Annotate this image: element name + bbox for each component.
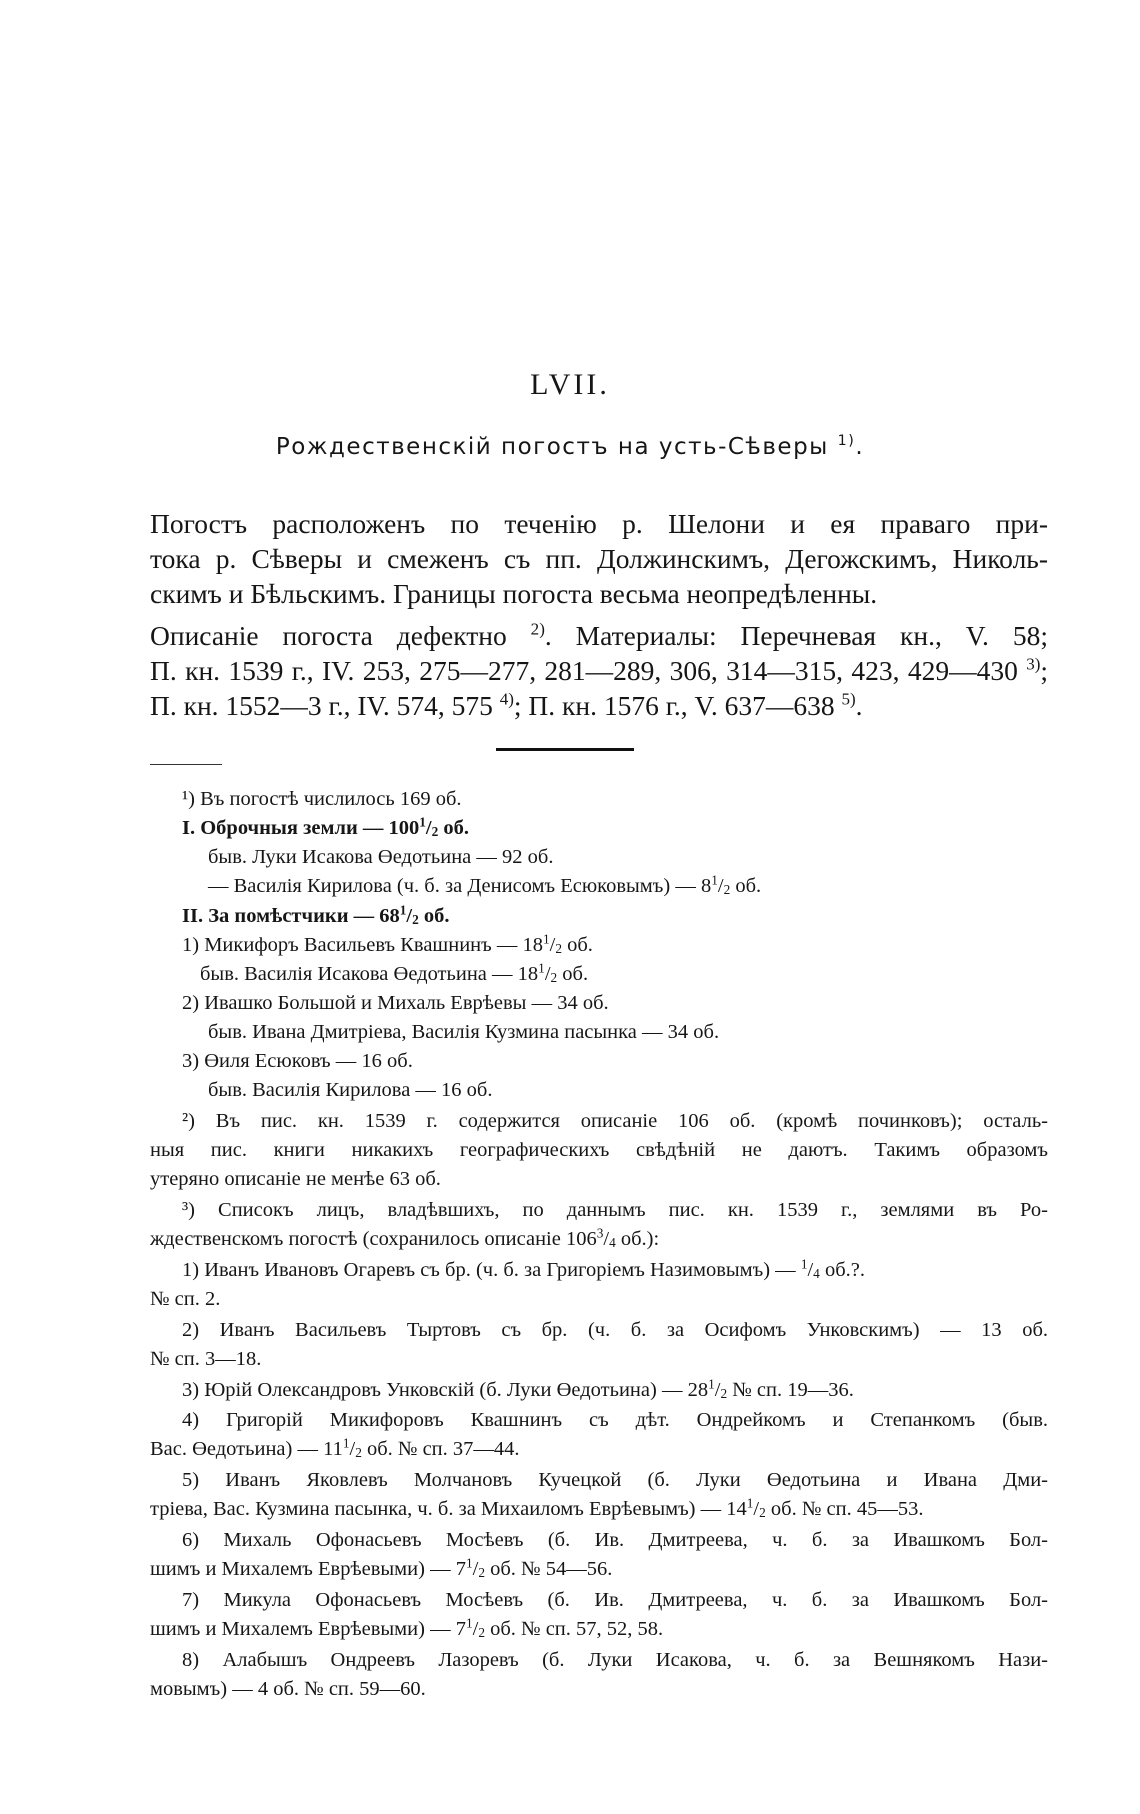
text-line (150, 653, 1048, 688)
frac-den: 2 (550, 969, 558, 985)
text-run: П. кн. 1539 г., IV. 253, 275—277, 281—289, 306, 314—315, 423, 429—430 (150, 655, 1018, 686)
footnote-ref-5: 5) (841, 689, 856, 709)
text-run: об. (418, 905, 450, 927)
fraction: $^1/_2$ (542, 931, 562, 956)
footnote-1-line: 2) Ивашко Большой и Михаль Еврѣевы — 34 об. (182, 992, 609, 1014)
text-run: об. (730, 875, 762, 897)
footnote-1-line (208, 872, 762, 898)
text-run: об.): (615, 1228, 660, 1250)
frac-num: 3 (596, 1225, 604, 1241)
list-entry-3 (182, 1376, 854, 1402)
text-run: П. кн. 1552—3 г., IV. 574, 575 (150, 690, 493, 721)
list-entry-6-cont (150, 1555, 613, 1581)
frac-den: 2 (412, 911, 419, 927)
chapter-title (0, 434, 1140, 460)
footnote-ref-4: 4) (499, 689, 514, 709)
fraction: $^1/_2$ (465, 1555, 485, 1580)
text-run: Въ погостѣ числилось 169 об. (200, 788, 462, 810)
list-entry-7: 7) Микула Офонасьевъ Мосѣевъ (б. Ив. Дмитреева, ч. б. за Ивашкомъ Бол- (182, 1589, 1048, 1611)
footnote-1-line (182, 788, 462, 811)
list-entry-7-cont (150, 1615, 664, 1641)
text-run: об. № сп. 37—44. (361, 1438, 520, 1460)
frac-den: 2 (478, 1624, 485, 1640)
list-entry-1-cont: № сп. 2. (150, 1288, 221, 1310)
frac-num: 1 (399, 902, 407, 918)
frac-den: 2 (431, 823, 439, 839)
footnote-1-line: быв. Василія Кирилова — 16 об. (208, 1079, 493, 1101)
text-line: Погостъ расположенъ по теченію р. Шелони и ея праваго при- (150, 508, 1048, 539)
text-run: об. (438, 817, 470, 839)
footnote-ref-2: 2) (530, 619, 545, 639)
list-entry-6: 6) Михаль Офонасьевъ Мосѣевъ (б. Ив. Дмитреева, ч. б. за Ивашкомъ Бол- (182, 1529, 1048, 1551)
text-line: тока р. Сѣверы и смеженъ съ пп. Должинскимъ, Дегожскимъ, Николь- (150, 543, 1048, 574)
fraction: $^1/_2$ (342, 1435, 362, 1460)
footnote-1-line (200, 960, 589, 986)
text-run: об.?. (819, 1259, 865, 1281)
footnote-3-line (150, 1225, 660, 1251)
text-run: II. За помѣстчики — 68 (182, 905, 400, 927)
footnote-1-line: 3) Өиля Есюковъ — 16 об. (182, 1050, 413, 1072)
text-line (150, 618, 1048, 653)
text-run: об. (562, 934, 593, 956)
text-line: скимъ и Бѣльскимъ. Границы погоста весьма неопредѣленны. (150, 578, 878, 609)
fraction: $^1/_2$ (399, 902, 419, 927)
frac-num: 1 (746, 1495, 754, 1511)
footnote-ref-1: 1) (837, 433, 856, 450)
fraction: $^1/_2$ (419, 814, 439, 839)
text-run: быв. Василія Исакова Өедотьина — 18 (200, 963, 539, 985)
text-run: I. Оброчныя земли — 100 (182, 817, 420, 839)
text-run: Описаніе погоста дефектно (150, 620, 507, 651)
text-run: № сп. 19—36. (727, 1379, 854, 1401)
footnote-1-heading-2 (182, 902, 450, 928)
chapter-title-period: . (855, 434, 865, 460)
fraction: $^1/_2$ (746, 1495, 766, 1520)
text-run: об. (557, 963, 589, 985)
frac-den: 2 (720, 1385, 728, 1401)
text-run: об. № сп. 57, 52, 58. (484, 1618, 664, 1640)
fraction: $^1/_2$ (538, 960, 558, 985)
list-entry-4-cont (150, 1435, 520, 1461)
frac-num: 1 (465, 1615, 473, 1631)
section-divider (496, 748, 634, 751)
frac-den: 4 (609, 1234, 616, 1250)
text-run: тріева, Вас. Кузмина пасынка, ч. б. за Михаиломъ Еврѣевымъ) — 14 (150, 1498, 747, 1520)
text-run: 3) Юрій Олександровъ Унковскій (б. Луки Өедотьина) — 28 (182, 1379, 709, 1401)
frac-num: 1 (542, 931, 550, 947)
text-run: 1) Иванъ Ивановъ Огаревъ съ бр. (ч. б. за Григоріемъ Назимовымъ) — (182, 1259, 801, 1281)
list-entry-4: 4) Григорій Микифоровъ Квашнинъ съ дѣт. Ондрейкомъ и Степанкомъ (быв. (182, 1409, 1048, 1431)
footnote-mark: ¹) (182, 788, 195, 810)
footnote-ref-3: 3) (1026, 654, 1041, 674)
list-entry-8: 8) Алабышъ Ондреевъ Лазоревъ (б. Луки Исакова, ч. б. за Вешнякомъ Нази- (182, 1649, 1048, 1671)
fraction: $^1/_4$ (800, 1256, 820, 1281)
fraction: $^3/_4$ (596, 1225, 616, 1250)
footnote-separator (150, 764, 222, 765)
footnote-1-heading-1 (182, 814, 470, 840)
text-run: — Василія Кирилова (ч. б. за Денисомъ Есюковымъ) — 8 (208, 875, 712, 897)
fraction: $^1/_2$ (711, 872, 731, 897)
chapter-number: LVII. (530, 368, 610, 401)
frac-den: 2 (723, 881, 731, 897)
footnote-1-line: быв. Луки Исакова Өедотьина — 92 об. (208, 846, 554, 868)
frac-den: 2 (555, 940, 562, 956)
list-entry-2-cont: № сп. 3—18. (150, 1348, 262, 1370)
text-run: ждественскомъ погостѣ (сохранилось описаніе 106 (150, 1228, 597, 1250)
list-entry-8-cont: мовымъ) — 4 об. № сп. 59—60. (150, 1678, 426, 1700)
footnote-2-line: ныя пис. книги никакихъ географическихъ свѣдѣній не даютъ. Такимъ образомъ (150, 1139, 1048, 1161)
frac-num: 1 (708, 1376, 715, 1392)
frac-num: 1 (538, 960, 545, 976)
frac-num: 1 (342, 1435, 350, 1451)
paragraph-1 (150, 506, 1048, 611)
text-run: шимъ и Михалемъ Еврѣевыми) — 7 (150, 1558, 466, 1580)
text-run: об. № сп. 45—53. (765, 1498, 924, 1520)
footnote-2-line: утеряно описаніе не менѣе 63 об. (150, 1168, 441, 1190)
text-run: ; (1040, 655, 1049, 686)
text-run: ; П. кн. 1576 г., V. 637—638 (513, 690, 835, 721)
chapter-title-text: Рождественскій погостъ на усть-Сѣверы (275, 434, 829, 460)
text-run: Вас. Өедотьина) — 11 (150, 1438, 343, 1460)
frac-den: 2 (759, 1504, 766, 1520)
text-run: шимъ и Михалемъ Еврѣевыми) — 7 (150, 1618, 466, 1640)
list-entry-5-cont (150, 1495, 924, 1521)
text-run: об. № 54—56. (484, 1558, 613, 1580)
frac-num: 1 (465, 1555, 473, 1571)
frac-num: 1 (800, 1256, 808, 1272)
text-line (150, 688, 1048, 723)
footnote-2-line: ²) Въ пис. кн. 1539 г. содержится описаніе 106 об. (кромѣ починковъ); осталь- (182, 1110, 1048, 1132)
footnote-1-line (182, 931, 593, 957)
text-run: 1) Микифоръ Васильевъ Квашнинъ — 18 (182, 934, 543, 956)
list-entry-2: 2) Иванъ Васильевъ Тыртовъ съ бр. (ч. б. за Осифомъ Унковскимъ) — 13 об. (182, 1319, 1048, 1341)
footnote-1-line: быв. Ивана Дмитріева, Василія Кузмина пасынка — 34 об. (208, 1021, 720, 1043)
frac-num: 1 (711, 872, 718, 888)
paragraph-2 (150, 618, 1048, 723)
list-entry-1 (182, 1256, 865, 1282)
frac-num: 1 (419, 814, 426, 830)
text-run: . (855, 690, 863, 721)
frac-den: 2 (355, 1444, 362, 1460)
frac-den: 4 (813, 1265, 820, 1281)
fraction: $^1/_2$ (708, 1376, 728, 1401)
list-entry-5: 5) Иванъ Яковлевъ Молчановъ Кучецкой (б. Луки Өедотьина и Ивана Дми- (182, 1469, 1048, 1491)
fraction: $^1/_2$ (465, 1615, 485, 1640)
frac-den: 2 (478, 1564, 485, 1580)
footnote-3-line: ³) Списокъ лицъ, владѣвшихъ, по даннымъ пис. кн. 1539 г., землями въ Ро- (182, 1199, 1048, 1221)
main-text (150, 506, 1048, 730)
text-run: . Материалы: Перечневая кн., V. 58; (544, 620, 1048, 651)
